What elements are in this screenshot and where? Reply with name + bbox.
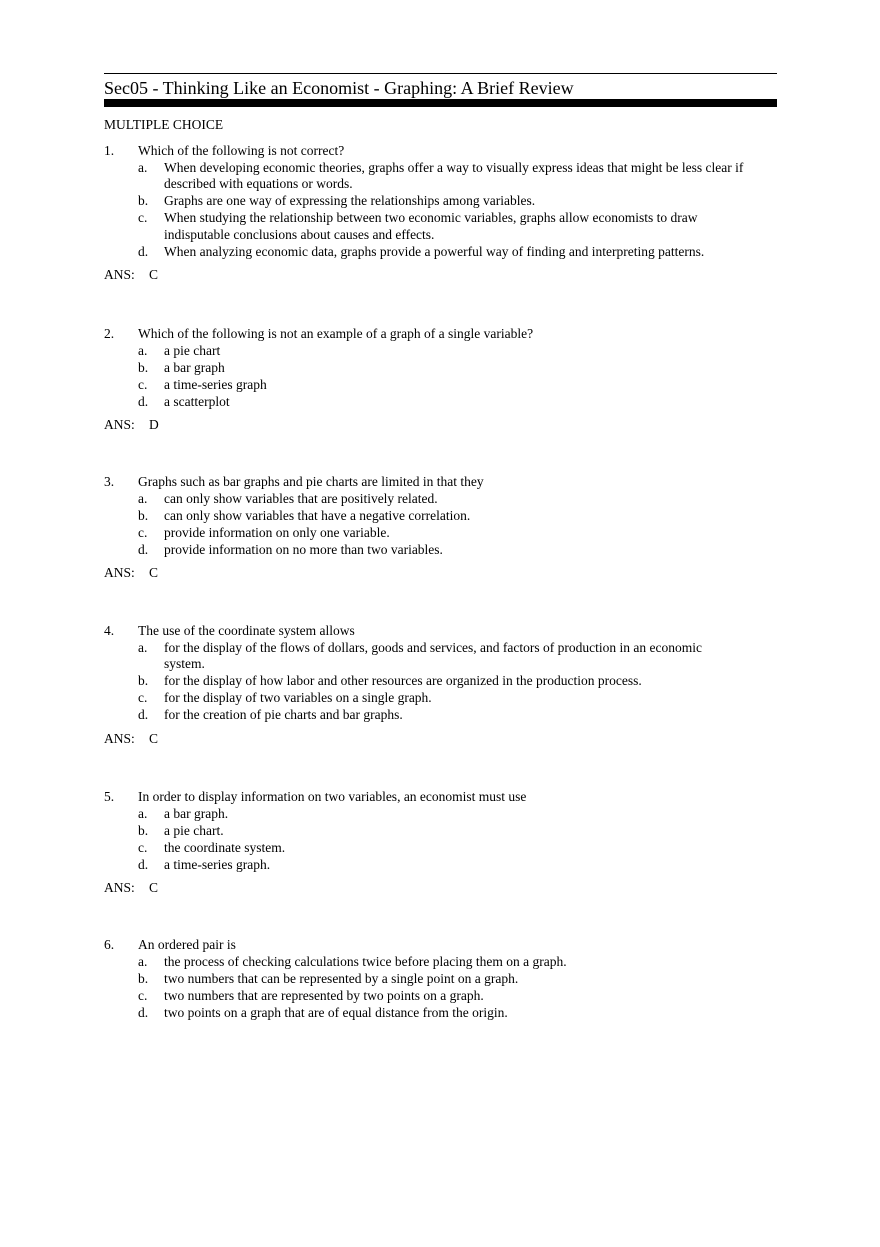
option-letter: d. [138, 707, 149, 722]
question-6 [104, 937, 777, 1021]
question-number: 1. [104, 143, 115, 158]
option-text: two numbers that are represented by two points on a graph. [164, 987, 484, 1003]
option-text: a time-series graph [164, 376, 267, 392]
answer-label: ANS: [104, 731, 135, 746]
option-text: When developing economic theories, graphs offer a way to visually express ideas that might be less clear if described with equations or words. [164, 159, 744, 191]
answer-option [104, 857, 777, 874]
option-text: Graphs are one way of expressing the relationships among variables. [164, 193, 536, 208]
answer-key-4 [104, 731, 158, 747]
answer-option [104, 1005, 777, 1022]
option-letter: a. [138, 805, 148, 821]
option-letter: d. [138, 243, 149, 259]
question-1 [104, 143, 777, 260]
answer-label: ANS: [104, 417, 135, 432]
answer-option [104, 542, 777, 559]
option-text: a bar graph. [164, 805, 229, 821]
answer-key-5 [104, 880, 158, 896]
answer-option [104, 508, 777, 525]
answer-option [104, 673, 777, 690]
question-stem: Graphs such as bar graphs and pie charts are limited in that they [138, 474, 484, 489]
answer-option [104, 210, 777, 243]
option-letter: c. [138, 524, 148, 540]
option-letter: c. [138, 376, 148, 392]
answer-option [104, 840, 777, 857]
question-number: 5. [104, 789, 115, 804]
option-text: a scatterplot [164, 393, 230, 409]
answer-option [104, 806, 777, 823]
answer-option [104, 377, 777, 394]
question-stem: Which of the following is not an example of a graph of a single variable? [138, 326, 534, 341]
answer-option [104, 640, 777, 673]
answer-label: ANS: [104, 565, 135, 580]
answer-option [104, 988, 777, 1005]
answer-option [104, 954, 777, 971]
answer-option [104, 690, 777, 707]
top-rule [104, 73, 777, 74]
option-letter: b. [138, 970, 149, 986]
answer-key-3 [104, 565, 158, 581]
option-text: a pie chart. [164, 822, 224, 838]
option-letter: c. [138, 690, 148, 705]
option-text: for the display of how labor and other resources are organized in the production process. [164, 673, 642, 688]
section-heading: MULTIPLE CHOICE [104, 117, 224, 132]
answer-key-1 [104, 267, 158, 283]
question-5 [104, 789, 777, 873]
option-letter: a. [138, 490, 148, 506]
answer-value: C [149, 565, 159, 580]
option-text: a time-series graph. [164, 856, 271, 872]
option-text: the coordinate system. [164, 839, 286, 855]
answer-option [104, 244, 777, 261]
question-stem: The use of the coordinate system allows [138, 623, 355, 638]
option-letter: a. [138, 639, 148, 655]
option-text: provide information on only one variable. [164, 524, 390, 540]
option-letter: d. [138, 541, 149, 557]
question-stem: An ordered pair is [138, 937, 236, 952]
question-stem: Which of the following is not correct? [138, 143, 345, 158]
option-letter: b. [138, 507, 149, 523]
answer-option [104, 193, 777, 210]
option-text: for the creation of pie charts and bar graphs. [164, 707, 403, 722]
answer-option [104, 707, 777, 724]
question-4 [104, 623, 777, 724]
option-letter: b. [138, 193, 149, 208]
option-letter: b. [138, 822, 149, 838]
option-letter: a. [138, 159, 148, 175]
answer-option [104, 525, 777, 542]
answer-value: C [149, 731, 159, 746]
option-text: can only show variables that have a negative correlation. [164, 507, 471, 523]
option-text: When studying the relationship between two economic variables, graphs allow economists to draw indisputable conclusions about causes and effects. [164, 210, 698, 242]
question-number: 2. [104, 326, 115, 341]
option-text: can only show variables that are positively related. [164, 490, 438, 506]
question-number: 6. [104, 937, 115, 952]
option-letter: d. [138, 393, 149, 409]
option-letter: b. [138, 673, 149, 688]
option-text: a pie chart [164, 342, 221, 358]
option-text: the process of checking calculations twice before placing them on a graph. [164, 953, 567, 969]
answer-option [104, 823, 777, 840]
question-2 [104, 326, 777, 410]
option-letter: b. [138, 359, 149, 375]
option-text: a bar graph [164, 359, 225, 375]
answer-option [104, 160, 777, 193]
question-3 [104, 474, 777, 558]
question-number: 3. [104, 474, 115, 489]
answer-option [104, 491, 777, 508]
question-stem: In order to display information on two variables, an economist must use [138, 789, 527, 804]
answer-option [104, 360, 777, 377]
option-letter: c. [138, 839, 148, 855]
option-letter: d. [138, 856, 149, 872]
option-letter: a. [138, 953, 148, 969]
option-letter: c. [138, 210, 148, 225]
option-letter: d. [138, 1004, 149, 1020]
page-title: Sec05 - Thinking Like an Economist - Graphing: A Brief Review [104, 78, 574, 98]
answer-option [104, 394, 777, 411]
option-text: two points on a graph that are of equal distance from the origin. [164, 1004, 508, 1020]
option-letter: c. [138, 987, 148, 1003]
option-text: for the display of the flows of dollars, goods and services, and factors of production in an economic system. [164, 639, 702, 671]
answer-option [104, 971, 777, 988]
option-text: provide information on no more than two variables. [164, 541, 443, 557]
option-letter: a. [138, 342, 148, 358]
answer-value: C [149, 880, 159, 895]
answer-value: D [149, 417, 159, 432]
question-number: 4. [104, 623, 115, 638]
option-text: two numbers that can be represented by a single point on a graph. [164, 970, 519, 986]
option-text: When analyzing economic data, graphs provide a powerful way of finding and interpreting patterns. [164, 243, 705, 259]
answer-option [104, 343, 777, 360]
answer-label: ANS: [104, 267, 135, 282]
answer-label: ANS: [104, 880, 135, 895]
option-text: for the display of two variables on a single graph. [164, 690, 432, 705]
title-underline [104, 99, 777, 107]
answer-value: C [149, 267, 159, 282]
answer-key-2 [104, 417, 159, 433]
